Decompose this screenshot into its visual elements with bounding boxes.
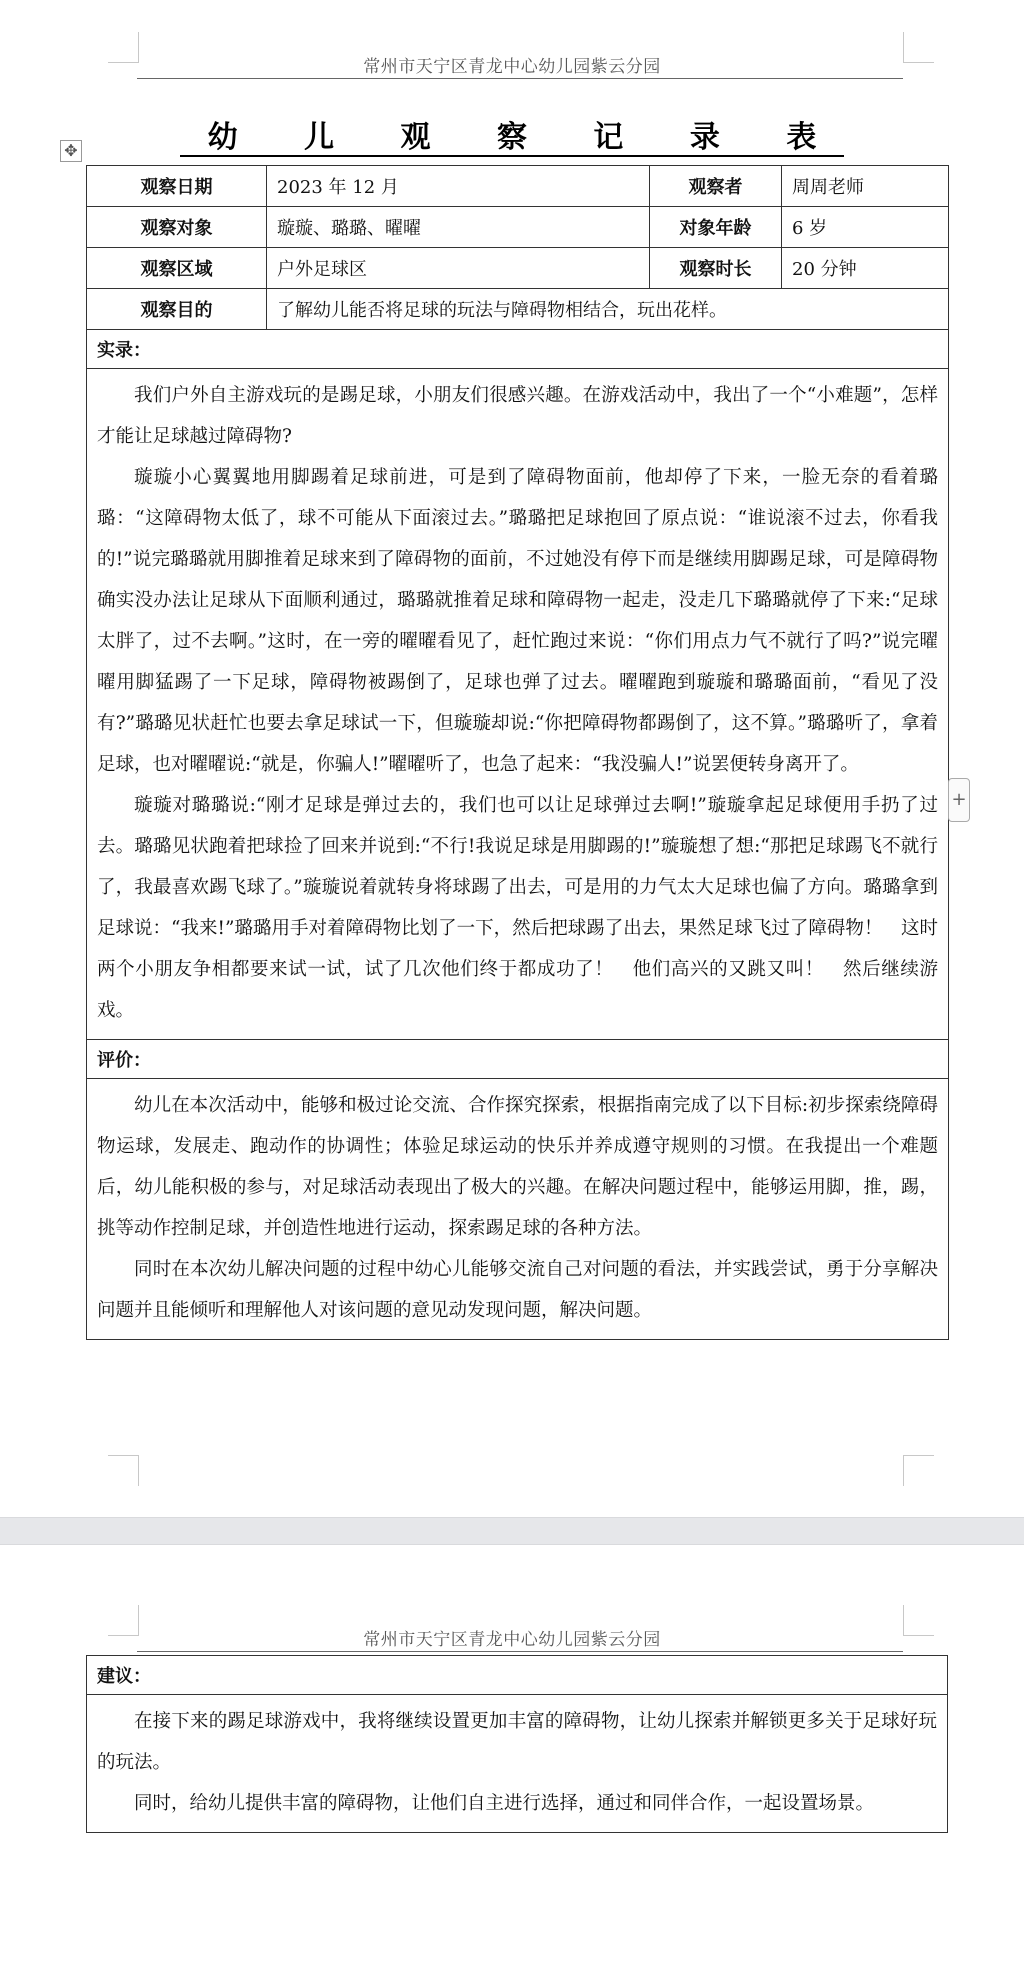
purpose-label: 观察目的 (87, 289, 267, 330)
document-title: 幼 儿 观 察 记 录 表 (0, 112, 1024, 156)
page-header: 常州市天宁区青龙中心幼儿园紫云分园 (363, 57, 661, 77)
table-row (87, 207, 949, 248)
area-label: 观察区域 (87, 248, 267, 289)
observation-table (86, 165, 949, 1340)
table-row (87, 1040, 949, 1079)
table-row (87, 1079, 949, 1340)
suggestion-body[interactable] (87, 1695, 948, 1833)
table-row (87, 289, 949, 330)
age-value[interactable]: 6 岁 (782, 207, 949, 248)
suggestion-paragraph: 在接下来的踢足球游戏中，我将继续设置更加丰富的障碍物，让幼儿探索并解锁更多关于足球好玩的玩法。 (97, 1711, 937, 1773)
document-page-2 (0, 1545, 1024, 1981)
subject-label: 观察对象 (87, 207, 267, 248)
purpose-value[interactable]: 了解幼儿能否将足球的玩法与障碍物相结合，玩出花样。 (267, 289, 949, 330)
margin-corner-mark (108, 1455, 139, 1486)
observer-value[interactable]: 周周老师 (782, 166, 949, 207)
record-paragraph: 璇璇对璐璐说:“刚才足球是弹过去的，我们也可以让足球弹过去啊!”璇璇拿起足球便用手扔了过去。璐璐见状跑着把球捡了回来并说到:“不行!我说足球是用脚踢的!”璇璇想了想:“那把足球踢飞不就行了，我最喜欢踢飞球了。”璇璇说着就转身将球踢了出去，可是用的力气太大足球也偏了方向。璐璐拿到足球说：“我来!”璐璐用手对着障碍物比划了一下，然后把球踢了出去，果然足球飞过了障碍物！ 这时两个小朋友争相都要来试一试，试了几次他们终于都成功了！ 他们高兴的又跳又叫！ 然后继续游戏。 (97, 795, 938, 1021)
record-heading: 实录： (87, 330, 949, 369)
table-row (87, 166, 949, 207)
move-icon[interactable]: ✥ (60, 140, 82, 162)
record-paragraph: 我们户外自主游戏玩的是踢足球，小朋友们很感兴趣。在游戏活动中，我出了一个“小难题”，怎样才能让足球越过障碍物? (97, 385, 938, 447)
suggestion-paragraph: 同时，给幼儿提供丰富的障碍物，让他们自主进行选择，通过和同伴合作，一起设置场景。 (134, 1793, 875, 1814)
area-value[interactable]: 户外足球区 (267, 248, 650, 289)
evaluation-heading: 评价： (87, 1040, 949, 1079)
duration-label: 观察时长 (650, 248, 782, 289)
margin-corner-mark (903, 1455, 934, 1486)
table-row (87, 248, 949, 289)
suggestion-heading: 建议： (87, 1656, 948, 1695)
record-paragraph: 璇璇小心翼翼地用脚踢着足球前进，可是到了障碍物面前，他却停了下来，一脸无奈的看着璐璐：“这障碍物太低了，球不可能从下面滚过去。”璐璐把足球抱回了原点说：“谁说滚不过去，你看我的!”说完璐璐就用脚推着足球来到了障碍物的面前，不过她没有停下而是继续用脚踢足球，可是障碍物确实没办法让足球从下面顺利通过，璐璐就推着足球和障碍物一起走，没走几下璐璐就停了下来:“足球太胖了，过不去啊。”这时，在一旁的曜曜看见了，赶忙跑过来说：“你们用点力气不就行了吗?”说完曜曜用脚猛踢了一下足球，障碍物被踢倒了，足球也弹了过去。曜曜跑到璇璇和璐璐面前，“看见了没有?”璐璐见状赶忙也要去拿足球试一下，但璇璇却说:“你把障碍物都踢倒了，这不算。”璐璐听了，拿着足球，也对曜曜说:“就是，你骗人!”曜曜听了，也急了起来：“我没骗人!”说罢便转身离开了。 (97, 467, 938, 775)
evaluation-paragraph: 幼儿在本次活动中，能够和极过论交流、合作探究探索，根据指南完成了以下目标:初步探索绕障碍物运球，发展走、跑动作的协调性；体验足球运动的快乐并养成遵守规则的习惯。在我提出一个难题后，幼儿能积极的参与，对足球活动表现出了极大的兴趣。在解决问题过程中，能够运用脚，推，踢，挑等动作控制足球，并创造性地进行运动，探索踢足球的各种方法。 (97, 1095, 938, 1239)
page-separator (0, 1517, 1024, 1545)
plus-icon[interactable]: + (948, 778, 970, 822)
date-value[interactable]: 2023 年 12 月 (267, 166, 650, 207)
evaluation-paragraph: 同时在本次幼儿解决问题的过程中幼心儿能够交流自己对问题的看法，并实践尝试，勇于分享解决问题并且能倾听和理解他人对该问题的意见动发现问题，解决问题。 (97, 1259, 938, 1321)
table-row (87, 1656, 948, 1695)
suggestion-table (86, 1655, 948, 1833)
evaluation-body[interactable] (87, 1079, 949, 1340)
observer-label: 观察者 (650, 166, 782, 207)
record-body[interactable] (87, 369, 949, 1040)
page-header: 常州市天宁区青龙中心幼儿园紫云分园 (363, 1630, 661, 1650)
header-rule (137, 1651, 903, 1652)
duration-value[interactable]: 20 分钟 (782, 248, 949, 289)
table-row (87, 369, 949, 1040)
subject-value[interactable]: 璇璇、璐璐、曜曜 (267, 207, 650, 248)
age-label: 对象年龄 (650, 207, 782, 248)
table-row (87, 1695, 948, 1833)
table-row (87, 330, 949, 369)
header-rule (137, 78, 903, 79)
date-label: 观察日期 (87, 166, 267, 207)
